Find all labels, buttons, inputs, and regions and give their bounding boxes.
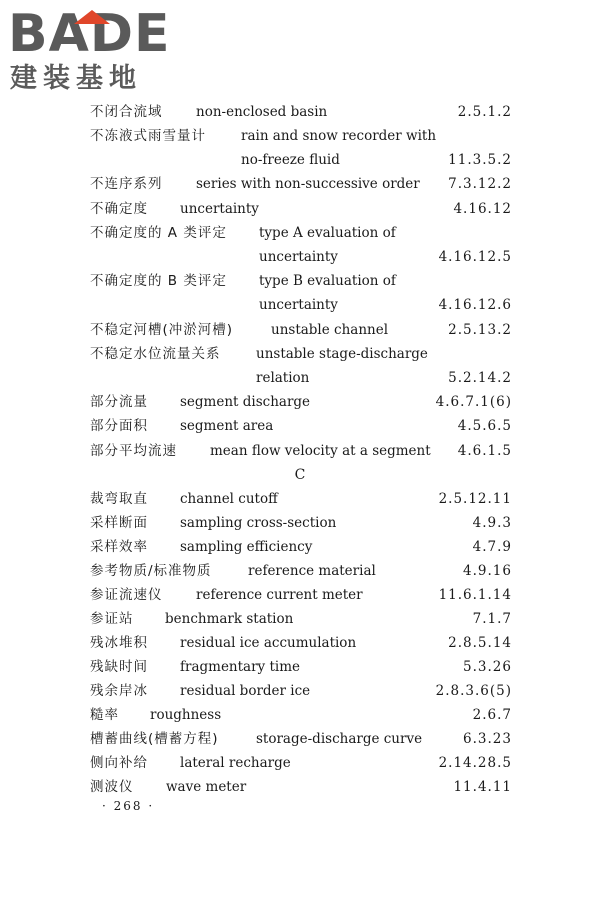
entry-chinese: 不确定度的 A 类评定 bbox=[90, 225, 227, 241]
entry-chinese: 不确定度的 B 类评定 bbox=[90, 273, 227, 289]
entry-line bbox=[90, 488, 512, 510]
entry-chinese: 参证流速仪 bbox=[90, 587, 163, 603]
entry-english: reference material bbox=[248, 563, 376, 579]
entry-continuation bbox=[90, 294, 512, 316]
entry-line bbox=[90, 536, 512, 558]
entry-line bbox=[90, 270, 512, 292]
entry-chinese: 采样效率 bbox=[90, 539, 148, 555]
entry-line bbox=[90, 776, 512, 798]
entry-english: residual ice accumulation bbox=[180, 635, 357, 651]
entry-line bbox=[90, 560, 512, 582]
entry-line bbox=[90, 101, 512, 123]
entry-english: series with non-successive order bbox=[196, 176, 420, 192]
entry-english: channel cutoff bbox=[180, 491, 278, 507]
entry-code: 11.3.5.2 bbox=[448, 152, 512, 168]
logo-subtitle: 建装基地 bbox=[10, 63, 142, 94]
entry-code: 4.5.6.5 bbox=[457, 418, 512, 434]
entry-line bbox=[90, 608, 512, 630]
entry-english: fragmentary time bbox=[180, 659, 301, 675]
entry-english: type B evaluation of bbox=[259, 273, 396, 289]
entry-line bbox=[90, 584, 512, 606]
entry-code: 6.3.23 bbox=[463, 731, 512, 747]
logo-brand: BADE bbox=[8, 4, 171, 64]
entry-line bbox=[90, 319, 512, 341]
entry-continuation bbox=[90, 149, 512, 171]
entry-english: residual border ice bbox=[180, 683, 311, 699]
entry-english: uncertainty bbox=[180, 201, 259, 217]
entry-english: roughness bbox=[150, 707, 222, 723]
entry-line bbox=[90, 391, 512, 413]
entry-chinese: 测波仪 bbox=[90, 779, 134, 795]
entry-chinese: 不确定度 bbox=[90, 201, 148, 217]
entry-line bbox=[90, 752, 512, 774]
entry-english: wave meter bbox=[166, 779, 247, 795]
entry-code: 2.14.28.5 bbox=[438, 755, 512, 771]
section-heading-c: C bbox=[294, 467, 306, 483]
entry-english: unstable channel bbox=[271, 322, 389, 338]
entry-line bbox=[90, 728, 512, 750]
entry-chinese: 残余岸冰 bbox=[90, 683, 148, 699]
entry-chinese: 残缺时间 bbox=[90, 659, 148, 675]
entry-chinese: 不稳定河槽(冲淤河槽) bbox=[90, 322, 234, 338]
entry-code: 2.5.12.11 bbox=[438, 491, 512, 507]
entry-english: non-enclosed basin bbox=[196, 104, 328, 120]
entry-code: 4.6.7.1(6) bbox=[435, 394, 512, 410]
page-number: · 268 · bbox=[102, 799, 155, 813]
entry-line bbox=[90, 173, 512, 195]
entry-code: 5.3.26 bbox=[463, 659, 512, 675]
entry-chinese: 糙率 bbox=[90, 707, 119, 723]
entry-line bbox=[90, 125, 512, 147]
entry-line bbox=[90, 704, 512, 726]
entry-code: 11.6.1.14 bbox=[438, 587, 512, 603]
entry-code: 4.16.12.5 bbox=[438, 249, 512, 265]
entry-english: sampling efficiency bbox=[180, 539, 313, 555]
entry-line bbox=[90, 512, 512, 534]
entry-code: 2.8.3.6(5) bbox=[435, 683, 512, 699]
entry-line bbox=[90, 632, 512, 654]
entry-english: sampling cross-section bbox=[180, 515, 337, 531]
entry-chinese: 侧向补给 bbox=[90, 755, 148, 771]
entry-line bbox=[90, 198, 512, 220]
entry-continuation bbox=[90, 246, 512, 268]
entry-line bbox=[90, 415, 512, 437]
entry-line bbox=[90, 680, 512, 702]
entry-line bbox=[90, 343, 512, 365]
entry-code: 2.8.5.14 bbox=[448, 635, 512, 651]
entry-chinese: 残冰堆积 bbox=[90, 635, 148, 651]
entry-chinese: 不连序系列 bbox=[90, 176, 163, 192]
entry-chinese: 部分流量 bbox=[90, 394, 148, 410]
entry-chinese: 部分面积 bbox=[90, 418, 148, 434]
entry-chinese: 采样断面 bbox=[90, 515, 148, 531]
entry-english: storage-discharge curve bbox=[256, 731, 423, 747]
entry-english: segment discharge bbox=[180, 394, 311, 410]
entry-code: 7.3.12.2 bbox=[448, 176, 512, 192]
entry-english: rain and snow recorder with bbox=[241, 128, 437, 144]
entry-english: type A evaluation of bbox=[259, 225, 396, 241]
entry-line bbox=[90, 222, 512, 244]
entry-english: reference current meter bbox=[196, 587, 363, 603]
entry-english: mean flow velocity at a segment bbox=[210, 443, 431, 459]
entry-code: 2.6.7 bbox=[472, 707, 512, 723]
entry-code: 4.6.1.5 bbox=[457, 443, 512, 459]
entry-english-continued: uncertainty bbox=[259, 249, 338, 265]
entry-code: 4.9.16 bbox=[463, 563, 512, 579]
entry-english: segment area bbox=[180, 418, 274, 434]
entry-code: 11.4.11 bbox=[453, 779, 512, 795]
entry-chinese: 裁弯取直 bbox=[90, 491, 148, 507]
entry-english-continued: uncertainty bbox=[259, 297, 338, 313]
entry-continuation bbox=[90, 367, 512, 389]
entry-code: 5.2.14.2 bbox=[448, 370, 512, 386]
entry-code: 2.5.13.2 bbox=[448, 322, 512, 338]
entry-english: unstable stage-discharge bbox=[256, 346, 428, 362]
entry-chinese: 槽蓄曲线(槽蓄方程) bbox=[90, 731, 219, 747]
entry-code: 4.9.3 bbox=[472, 515, 512, 531]
entry-line bbox=[90, 656, 512, 678]
entry-english-continued: relation bbox=[256, 370, 310, 386]
entry-chinese: 参考物质/标准物质 bbox=[90, 563, 212, 579]
entry-chinese: 不冻液式雨雪量计 bbox=[90, 128, 206, 144]
entry-chinese: 部分平均流速 bbox=[90, 443, 177, 459]
entry-code: 4.7.9 bbox=[472, 539, 512, 555]
entry-chinese: 不闭合流域 bbox=[90, 104, 163, 120]
entry-english-continued: no-freeze fluid bbox=[241, 152, 340, 168]
entry-chinese: 不稳定水位流量关系 bbox=[90, 346, 221, 362]
entry-line bbox=[90, 440, 512, 462]
entry-code: 7.1.7 bbox=[472, 611, 512, 627]
entry-code: 2.5.1.2 bbox=[457, 104, 512, 120]
entry-chinese: 参证站 bbox=[90, 611, 134, 627]
entry-code: 4.16.12.6 bbox=[438, 297, 512, 313]
entry-english: benchmark station bbox=[165, 611, 294, 627]
entry-english: lateral recharge bbox=[180, 755, 291, 771]
entry-code: 4.16.12 bbox=[453, 201, 512, 217]
